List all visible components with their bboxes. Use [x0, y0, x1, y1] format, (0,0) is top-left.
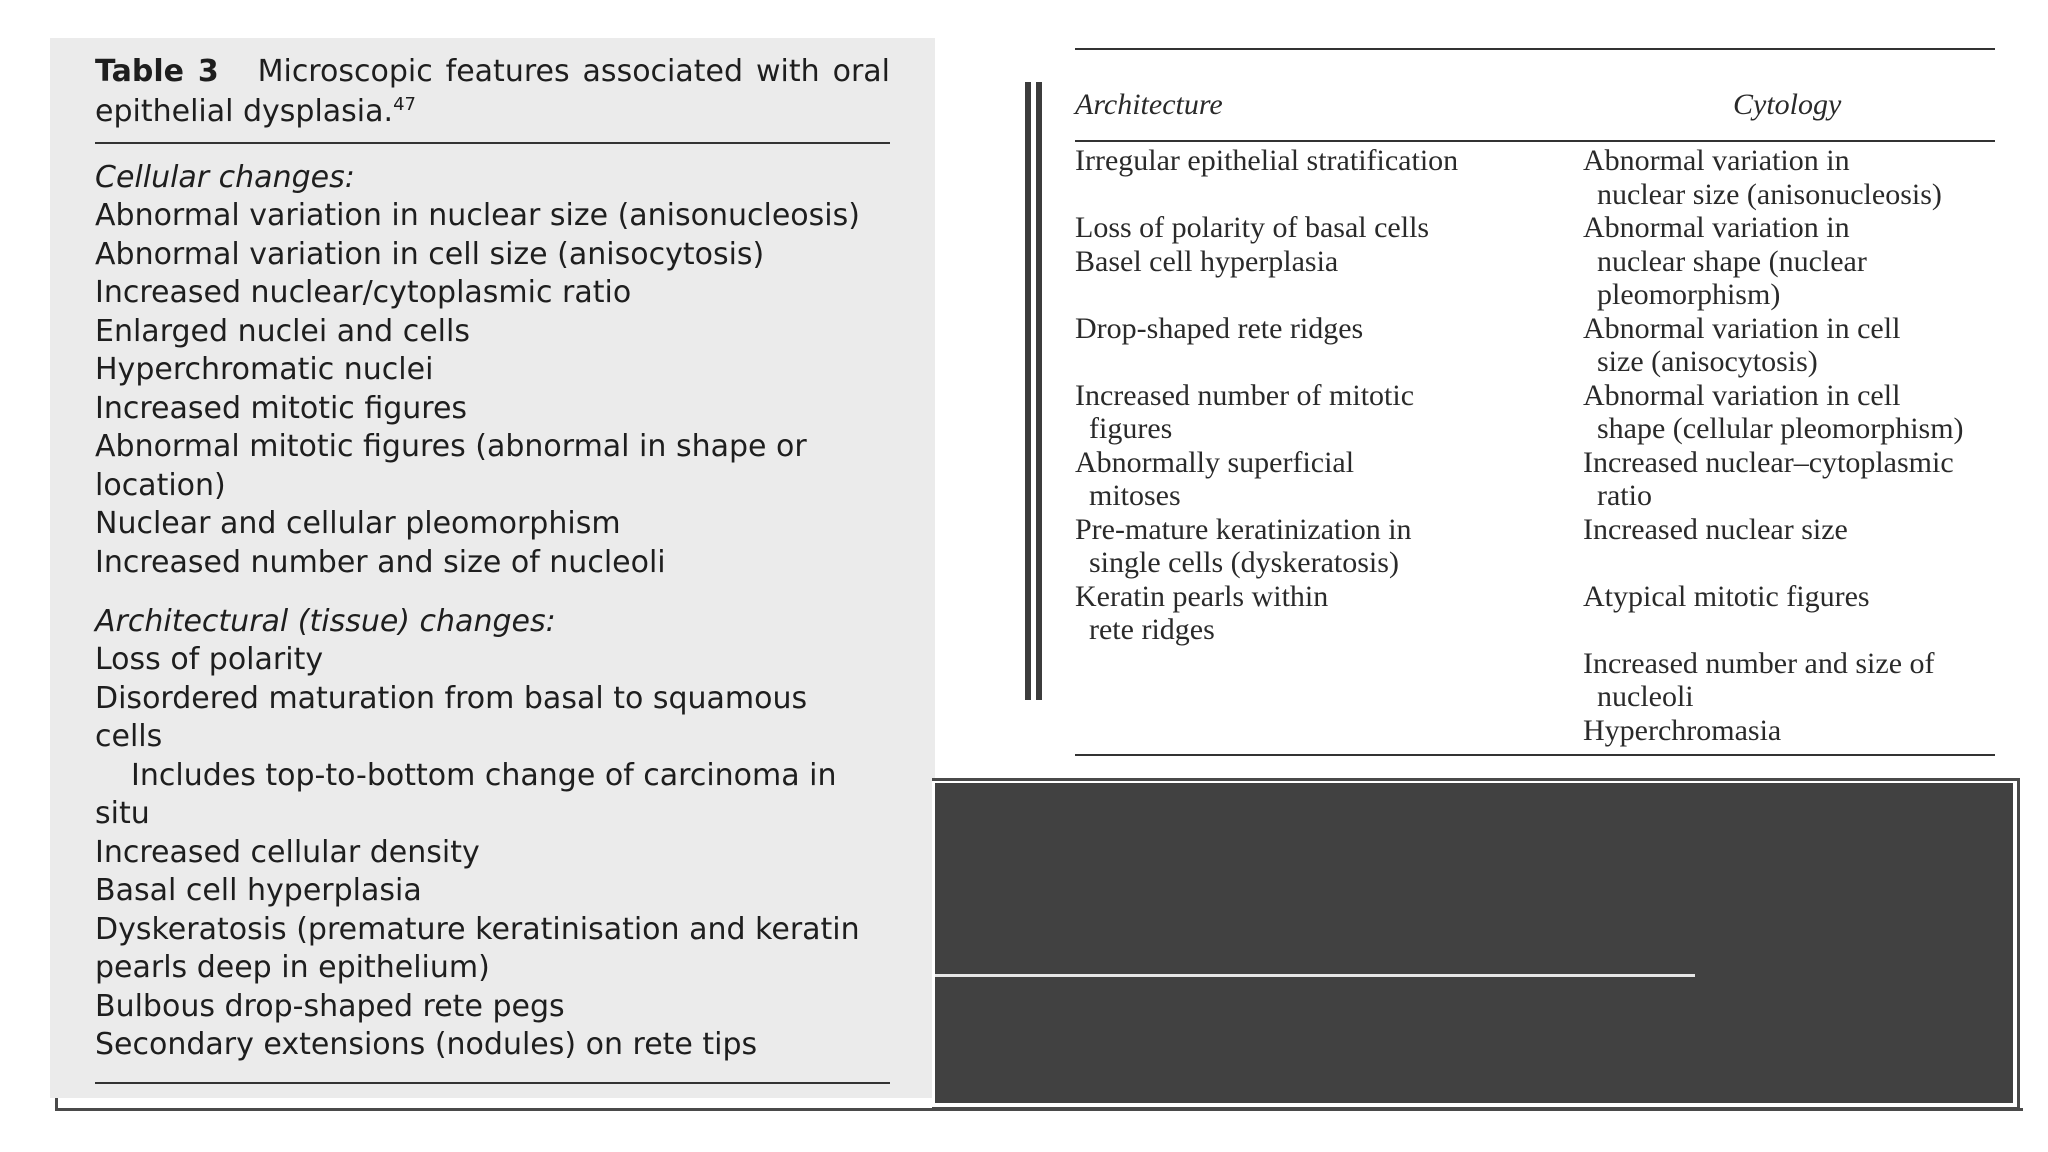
list-item: situ [95, 796, 150, 831]
divider-bar-left [1025, 82, 1031, 700]
table-3-caption: Microscopic features associated with oral epithelial dysplasia. [95, 54, 891, 129]
list-item: Increased mitotic figures [95, 390, 468, 426]
table-cell: Basel cell hyperplasia [1075, 244, 1339, 278]
table-cell: Hyperchromasia [1583, 713, 1782, 747]
table-3-title [95, 52, 890, 132]
table-top-rule [1075, 48, 1995, 50]
dark-content-block [935, 783, 2013, 1103]
table-3-top-rule [95, 142, 890, 144]
list-item: Includes top-to-bottom change of carcinoma in [131, 757, 837, 793]
table-cell: Abnormal variation in cell size (anisocytosis) [1583, 311, 1901, 378]
list-item: Increased nuclear/cytoplasmic ratio [95, 275, 632, 310]
list-item: Increased number and size of nucleoli [95, 544, 666, 580]
table-cell: Keratin pearls within rete ridges [1075, 579, 1329, 646]
list-item: Hyperchromatic nuclei [95, 352, 434, 387]
list-item: Dyskeratosis (premature keratinisation and keratin [95, 911, 860, 947]
table-cell: Abnormal variation in nuclear shape (nuclear pleomorphism) [1583, 211, 1867, 311]
table-bottom-rule [1075, 754, 1995, 756]
table-3-panel [50, 38, 935, 1098]
table-cell: Loss of polarity of basal cells [1075, 211, 1430, 244]
table-cell: Abnormal variation in cell shape (cellular pleomorphism) [1583, 378, 1964, 445]
slide-border-corner [55, 1098, 58, 1111]
cellular-changes-list [95, 197, 890, 582]
list-item: Secondary extensions (nodules) on rete tips [95, 1027, 758, 1062]
list-item: Abnormal mitotic figures (abnormal in shape or [95, 429, 807, 464]
cellular-changes-heading: Cellular changes: [95, 160, 355, 195]
table-3-reference: 47 [393, 94, 416, 115]
list-item: Abnormal variation in cell size (anisocytosis) [95, 236, 765, 272]
architecture-column [1075, 144, 1555, 647]
table-cell: Increased nuclear size [1583, 512, 1848, 546]
architecture-header: Architecture [1075, 88, 1223, 121]
list-item: Nuclear and cellular pleomorphism [95, 506, 621, 541]
list-item: Bulbous drop-shaped rete pegs [95, 988, 565, 1024]
list-item: pearls deep in epithelium) [95, 950, 490, 985]
table-3-content [95, 52, 890, 1084]
list-item: Disordered maturation from basal to squamous [95, 680, 808, 716]
list-item: cells [95, 719, 163, 754]
cytology-header: Cytology [1733, 88, 1842, 121]
cytology-column [1583, 144, 1995, 747]
table-cell: Drop-shaped rete ridges [1075, 311, 1364, 345]
table-cell: Increased number of mitotic figures [1075, 378, 1415, 445]
list-item: Enlarged nuclei and cells [95, 313, 470, 349]
list-item: location) [95, 467, 226, 503]
table-cell: Atypical mitotic figures [1583, 579, 1870, 613]
list-item: Basal cell hyperplasia [95, 873, 422, 908]
divider-line [935, 974, 1695, 977]
table-cell: Abnormally superficial mitoses [1075, 445, 1355, 512]
list-item: Abnormal variation in nuclear size (anisonucleosis) [95, 198, 860, 233]
list-item: Loss of polarity [95, 642, 324, 677]
architectural-changes-list [95, 641, 890, 1065]
table-cell: Increased nuclear–cytoplasmic ratio [1583, 445, 1954, 512]
table-header-rule [1075, 140, 1995, 142]
table-cell: Increased number and size of nucleoli [1583, 646, 1935, 713]
slide-bottom-border [55, 1108, 2023, 1111]
table-cell: Irregular epithelial stratification [1075, 144, 1459, 177]
table-3-bottom-rule [95, 1082, 890, 1084]
architectural-changes-heading: Architectural (tissue) changes: [95, 604, 556, 639]
list-item: Increased cellular density [95, 834, 480, 870]
architecture-cytology-table [1075, 48, 1995, 763]
table-cell: Abnormal variation in nuclear size (anisonucleosis) [1583, 144, 1942, 211]
table-cell: Pre-mature keratinization in single cells (dyskeratosis) [1075, 512, 1412, 579]
divider-bar-right [1036, 82, 1042, 700]
table-3-label: Table 3 [95, 54, 219, 89]
